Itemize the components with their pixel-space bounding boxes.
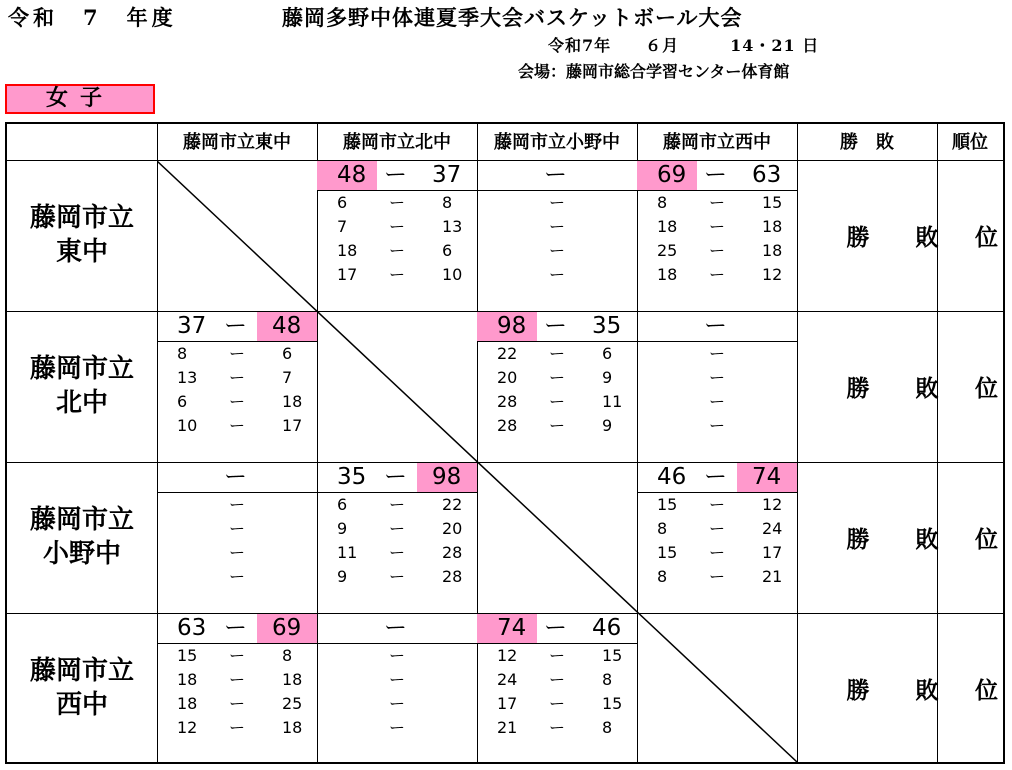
match-cell-nishi-vs-higashi: [157, 614, 317, 765]
quarter-dash: ー: [549, 217, 566, 236]
quarter-score-right: 12: [762, 265, 783, 284]
quarter-dash: ー: [709, 368, 726, 387]
quarter-dash: ー: [549, 718, 566, 737]
row-team-kita: [7, 352, 157, 420]
row-team-ono: [7, 503, 157, 571]
quarter-dash: ー: [549, 265, 566, 284]
quarter-score-right: 9: [602, 368, 613, 387]
quarter-score-left: 10: [177, 416, 198, 435]
row-team-name-line1: 藤岡市立: [29, 203, 134, 233]
quarter-dash: ー: [389, 718, 406, 737]
quarter-score-left: 18: [177, 670, 198, 689]
quarter-score-right: 8: [602, 670, 613, 689]
rank-value: 位: [975, 678, 998, 704]
col-header-result: 勝 敗: [840, 132, 894, 153]
total-score-left: 48: [337, 162, 367, 188]
quarter-score-left: 12: [177, 718, 198, 737]
match-cell-nishi-vs-kita: [317, 614, 477, 765]
match-total-row: [317, 463, 477, 493]
quarter-score-left: 17: [337, 265, 358, 284]
total-score-left: 35: [337, 464, 367, 490]
win-loss-record: 勝 敗: [846, 678, 939, 704]
total-score-left: 63: [177, 615, 207, 641]
match-cell-ono-vs-nishi: [637, 463, 797, 614]
total-score-right: 37: [432, 162, 462, 188]
quarter-score-left: 20: [497, 368, 518, 387]
quarter-dash: ー: [549, 368, 566, 387]
season-year: 令和 7 年度: [8, 5, 177, 30]
rank-value: 位: [975, 225, 998, 251]
match-cell-kita-vs-ono: [477, 312, 637, 463]
quarter-score-left: 7: [337, 217, 348, 236]
match-total-row: [477, 312, 637, 342]
quarter-dash: ー: [709, 392, 726, 411]
quarter-score-left: 18: [337, 241, 358, 260]
quarter-score-left: 28: [497, 416, 518, 435]
quarter-dash: ー: [709, 543, 726, 562]
quarter-score-right: 20: [442, 519, 463, 538]
quarter-score-left: 6: [177, 392, 188, 411]
score-dash: ー: [544, 615, 567, 641]
total-score-left: 37: [177, 313, 207, 339]
quarter-score-right: 7: [282, 368, 293, 387]
quarter-score-right: 18: [282, 718, 303, 737]
score-dash: ー: [384, 615, 407, 641]
match-cell-ono-vs-higashi: [157, 463, 317, 614]
total-score-left: 98: [497, 313, 527, 339]
row-team-higashi: [7, 201, 157, 269]
quarter-dash: ー: [389, 241, 406, 260]
quarter-dash: ー: [389, 495, 406, 514]
match-total-row: [157, 312, 317, 342]
quarter-score-right: 10: [442, 265, 463, 284]
match-cell-higashi-vs-nishi: [637, 161, 797, 312]
quarter-dash: ー: [549, 193, 566, 212]
quarter-dash: ー: [229, 416, 246, 435]
quarter-dash: ー: [229, 670, 246, 689]
match-cell-kita-vs-nishi: [637, 312, 797, 463]
quarter-score-right: 9: [602, 416, 613, 435]
total-score-right: 48: [272, 313, 302, 339]
quarter-dash: ー: [549, 344, 566, 363]
quarter-score-right: 6: [282, 344, 293, 363]
quarter-score-left: 6: [337, 495, 348, 514]
score-dash: ー: [544, 313, 567, 339]
quarter-dash: ー: [389, 217, 406, 236]
quarter-score-left: 22: [497, 344, 518, 363]
row-team-name-line2: 西中: [55, 690, 108, 720]
quarter-score-right: 15: [602, 646, 623, 665]
match-cell-higashi-vs-kita: [317, 161, 477, 312]
col-header-nishi: 藤岡市立西中: [663, 132, 771, 153]
row-team-name-line2: 北中: [55, 388, 108, 418]
score-dash: ー: [704, 313, 727, 339]
match-total-row: [477, 161, 637, 191]
quarter-score-right: 8: [282, 646, 293, 665]
quarter-score-right: 8: [442, 193, 453, 212]
quarter-dash: ー: [709, 241, 726, 260]
quarter-dash: ー: [549, 241, 566, 260]
division-label: 女子: [5, 84, 155, 114]
quarter-dash: ー: [709, 495, 726, 514]
quarter-dash: ー: [389, 646, 406, 665]
total-score-right: 63: [752, 162, 782, 188]
rank-value: 位: [975, 527, 998, 553]
score-dash: ー: [224, 615, 247, 641]
quarter-dash: ー: [709, 416, 726, 435]
total-score-right: 46: [592, 615, 622, 641]
quarter-dash: ー: [389, 670, 406, 689]
quarter-dash: ー: [389, 519, 406, 538]
quarter-dash: ー: [709, 344, 726, 363]
row-team-name-line1: 藤岡市立: [29, 656, 134, 686]
quarter-score-left: 8: [657, 193, 668, 212]
row-team-name-line1: 藤岡市立: [29, 354, 134, 384]
quarter-score-right: 8: [602, 718, 613, 737]
total-score-right: 35: [592, 313, 622, 339]
match-total-row: [637, 312, 797, 342]
quarter-dash: ー: [229, 694, 246, 713]
total-score-right: 69: [272, 615, 302, 641]
quarter-score-left: 18: [657, 265, 678, 284]
tournament-title: 藤岡多野中体連夏季大会バスケットボール大会: [282, 5, 743, 30]
match-total-row: [317, 161, 477, 191]
quarter-dash: ー: [389, 567, 406, 586]
quarter-dash: ー: [229, 344, 246, 363]
col-header-kita: 藤岡市立北中: [343, 132, 451, 153]
quarter-score-left: 15: [177, 646, 198, 665]
total-score-right: 98: [432, 464, 462, 490]
match-total-row: [637, 463, 797, 493]
quarter-score-left: 9: [337, 567, 348, 586]
total-score-right: 74: [752, 464, 782, 490]
quarter-score-right: 12: [762, 495, 783, 514]
quarter-score-right: 17: [282, 416, 303, 435]
score-dash: ー: [384, 464, 407, 490]
total-score-left: 74: [497, 615, 527, 641]
row-team-nishi: [7, 654, 157, 722]
quarter-dash: ー: [389, 193, 406, 212]
tournament-venue: 会場：藤岡市総合学習センター体育館: [518, 62, 790, 81]
match-total-row: [637, 161, 797, 191]
quarter-dash: ー: [229, 543, 246, 562]
match-cell-ono-vs-kita: [317, 463, 477, 614]
score-dash: ー: [224, 313, 247, 339]
quarter-score-left: 6: [337, 193, 348, 212]
quarter-dash: ー: [229, 718, 246, 737]
quarter-score-left: 8: [657, 567, 668, 586]
quarter-dash: ー: [549, 646, 566, 665]
quarter-score-left: 8: [177, 344, 188, 363]
score-dash: ー: [224, 464, 247, 490]
quarter-dash: ー: [549, 670, 566, 689]
quarter-score-left: 21: [497, 718, 518, 737]
quarter-score-left: 15: [657, 543, 678, 562]
quarter-score-left: 13: [177, 368, 198, 387]
win-loss-record: 勝 敗: [846, 225, 939, 251]
quarter-score-right: 11: [602, 392, 623, 411]
match-cell-nishi-vs-ono: [477, 614, 637, 765]
quarter-score-right: 15: [602, 694, 623, 713]
column-divider: [797, 124, 798, 762]
quarter-dash: ー: [709, 193, 726, 212]
quarter-dash: ー: [229, 495, 246, 514]
col-header-rank: 順位: [952, 132, 988, 153]
quarter-dash: ー: [229, 567, 246, 586]
quarter-score-right: 28: [442, 543, 463, 562]
win-loss-record: 勝 敗: [846, 527, 939, 553]
quarter-score-right: 21: [762, 567, 783, 586]
quarter-score-right: 18: [762, 241, 783, 260]
quarter-score-right: 6: [602, 344, 613, 363]
quarter-dash: ー: [549, 416, 566, 435]
match-cell-higashi-vs-ono: [477, 161, 637, 312]
quarter-dash: ー: [229, 392, 246, 411]
quarter-score-left: 11: [337, 543, 358, 562]
col-header-ono: 藤岡市立小野中: [494, 132, 620, 153]
quarter-score-right: 13: [442, 217, 463, 236]
total-score-left: 69: [657, 162, 687, 188]
quarter-score-right: 18: [762, 217, 783, 236]
quarter-dash: ー: [229, 519, 246, 538]
quarter-score-left: 18: [657, 217, 678, 236]
quarter-dash: ー: [229, 646, 246, 665]
quarter-dash: ー: [709, 217, 726, 236]
quarter-score-right: 28: [442, 567, 463, 586]
col-header-higashi: 藤岡市立東中: [183, 132, 291, 153]
quarter-score-right: 6: [442, 241, 453, 260]
quarter-score-left: 24: [497, 670, 518, 689]
score-dash: ー: [704, 162, 727, 188]
quarter-score-right: 22: [442, 495, 463, 514]
quarter-score-left: 8: [657, 519, 668, 538]
quarter-dash: ー: [389, 265, 406, 284]
row-team-name-line2: 小野中: [42, 539, 121, 569]
score-dash: ー: [384, 162, 407, 188]
quarter-dash: ー: [709, 265, 726, 284]
score-dash: ー: [544, 162, 567, 188]
total-score-left: 46: [657, 464, 687, 490]
match-total-row: [317, 614, 477, 644]
quarter-score-left: 28: [497, 392, 518, 411]
quarter-score-left: 17: [497, 694, 518, 713]
quarter-dash: ー: [709, 567, 726, 586]
quarter-score-left: 25: [657, 241, 678, 260]
match-total-row: [157, 614, 317, 644]
row-team-name-line2: 東中: [55, 237, 108, 267]
quarter-dash: ー: [389, 543, 406, 562]
quarter-score-right: 24: [762, 519, 783, 538]
row-team-name-line1: 藤岡市立: [29, 505, 134, 535]
quarter-dash: ー: [549, 392, 566, 411]
quarter-score-right: 17: [762, 543, 783, 562]
quarter-score-right: 15: [762, 193, 783, 212]
quarter-dash: ー: [709, 519, 726, 538]
quarter-score-left: 9: [337, 519, 348, 538]
quarter-score-right: 18: [282, 392, 303, 411]
match-total-row: [477, 614, 637, 644]
league-table: [5, 122, 1005, 764]
quarter-score-left: 12: [497, 646, 518, 665]
match-total-row: [157, 463, 317, 493]
quarter-score-left: 18: [177, 694, 198, 713]
quarter-score-right: 18: [282, 670, 303, 689]
win-loss-record: 勝 敗: [846, 376, 939, 402]
quarter-score-right: 25: [282, 694, 303, 713]
quarter-dash: ー: [389, 694, 406, 713]
quarter-dash: ー: [549, 694, 566, 713]
score-dash: ー: [704, 464, 727, 490]
quarter-score-left: 15: [657, 495, 678, 514]
rank-value: 位: [975, 376, 998, 402]
match-cell-kita-vs-higashi: [157, 312, 317, 463]
quarter-dash: ー: [229, 368, 246, 387]
tournament-date: 令和7年 ６月 14・21 日: [548, 36, 820, 55]
